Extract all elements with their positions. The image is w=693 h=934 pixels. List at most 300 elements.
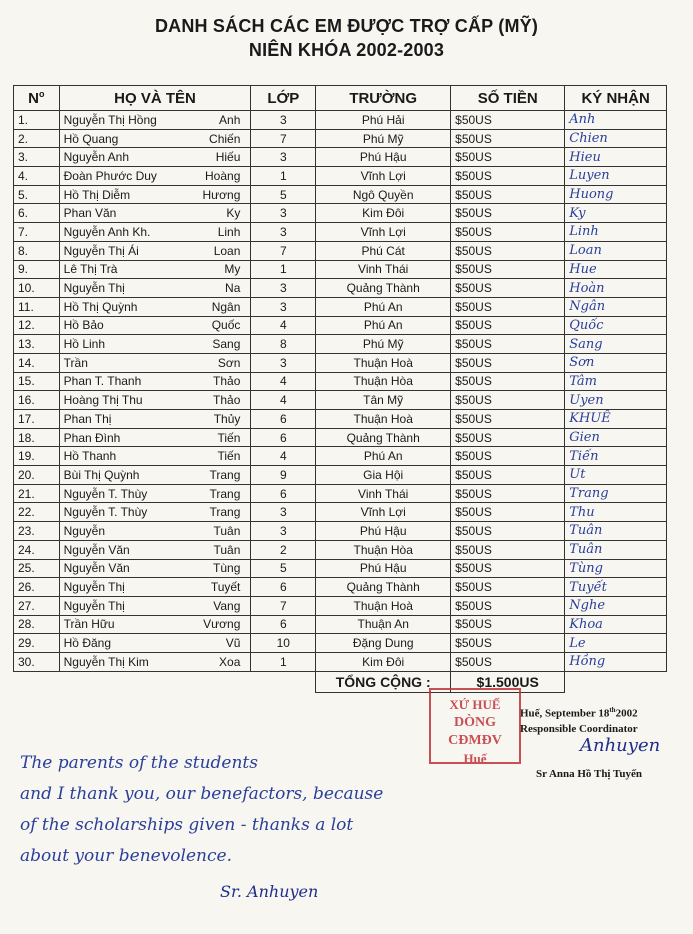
- table-row: [14, 596, 667, 615]
- family-name: Nguyễn Thị Kim: [63, 654, 149, 669]
- amount-cell: $50US: [451, 167, 565, 186]
- note-line-3: of the scholarships given - thanks a lot: [20, 815, 354, 835]
- row-number: 29.: [14, 634, 60, 653]
- signature-cell: [565, 615, 667, 634]
- row-number: 21.: [14, 484, 60, 503]
- school-cell: Kim Đôi: [316, 652, 451, 671]
- signature-cell: [565, 484, 667, 503]
- school-cell: Phú Cát: [316, 241, 451, 260]
- table-row: [14, 578, 667, 597]
- table-row: [14, 297, 667, 316]
- given-name: Hiếu: [215, 150, 241, 165]
- signature-mark: Tuân: [569, 523, 603, 539]
- table-row: [14, 522, 667, 541]
- coordinator-role: Responsible Coordinator: [520, 722, 638, 735]
- signature-mark: Hoàn: [569, 280, 605, 296]
- school-cell: Phú Hậu: [316, 559, 451, 578]
- table-row: [14, 148, 667, 167]
- signature-cell: [565, 148, 667, 167]
- family-name: Phan Thị: [63, 411, 112, 426]
- table-row: [14, 260, 667, 279]
- class-cell: 4: [251, 447, 316, 466]
- given-name: Ky: [226, 206, 241, 221]
- class-cell: 4: [251, 391, 316, 410]
- row-number: 2.: [14, 129, 60, 148]
- signature-mark: Linh: [569, 224, 599, 240]
- signature-cell: [565, 447, 667, 466]
- signature-mark: Tuyết: [569, 579, 607, 595]
- coordinator-name: Sr Anna Hồ Thị Tuyến: [536, 768, 642, 780]
- school-cell: Thuận Hòa: [316, 372, 451, 391]
- amount-cell: $50US: [451, 447, 565, 466]
- document-title: DANH SÁCH CÁC EM ĐƯỢC TRỢ CẤP (MỸ): [154, 16, 539, 36]
- signature-cell: [565, 559, 667, 578]
- signature-cell: [565, 279, 667, 298]
- class-cell: 1: [251, 167, 316, 186]
- given-name: Quốc: [211, 318, 241, 333]
- school-cell: Tân Mỹ: [316, 391, 451, 410]
- row-number: 14.: [14, 353, 60, 372]
- amount-cell: $50US: [451, 596, 565, 615]
- student-name: [59, 204, 251, 223]
- class-cell: 6: [251, 428, 316, 447]
- signature-cell: [565, 204, 667, 223]
- given-name: Tuân: [213, 542, 241, 557]
- family-name: Nguyễn Thị: [63, 281, 125, 296]
- row-number: 15.: [14, 372, 60, 391]
- row-number: 28.: [14, 615, 60, 634]
- signature-mark: Sơn: [569, 355, 595, 371]
- amount-cell: $50US: [451, 279, 565, 298]
- header-class: LỚP: [251, 86, 316, 111]
- amount-cell: $50US: [451, 241, 565, 260]
- student-name: [59, 634, 251, 653]
- coordinator-block: [520, 703, 638, 737]
- signature-cell: [565, 372, 667, 391]
- school-cell: Phú Mỹ: [316, 335, 451, 354]
- signature-mark: Trang: [569, 486, 609, 502]
- student-name: [59, 578, 251, 597]
- student-name: [59, 335, 251, 354]
- signature-mark: Loan: [569, 243, 602, 259]
- amount-cell: $50US: [451, 148, 565, 167]
- row-number: 3.: [14, 148, 60, 167]
- student-name: [59, 596, 251, 615]
- table-row: [14, 335, 667, 354]
- row-number: 23.: [14, 522, 60, 541]
- given-name: Linh: [217, 224, 241, 239]
- given-name: Tùng: [213, 561, 241, 576]
- school-cell: Gia Hội: [316, 466, 451, 485]
- amount-cell: $50US: [451, 484, 565, 503]
- family-name: Hoàng Thị Thu: [63, 393, 143, 408]
- signature-cell: [565, 185, 667, 204]
- family-name: Phan T. Thanh: [63, 374, 142, 389]
- stamp-line-1: XỨ HUẾ: [449, 697, 501, 712]
- given-name: Anh: [219, 112, 241, 127]
- student-name: [59, 615, 251, 634]
- family-name: Nguyễn Văn: [63, 542, 130, 557]
- note-signature: Sr. Anhuyen: [220, 882, 319, 901]
- school-cell: Vĩnh Lợi: [316, 167, 451, 186]
- given-name: Hương: [202, 187, 241, 202]
- family-name: Hồ Thanh: [63, 449, 117, 464]
- amount-cell: $50US: [451, 634, 565, 653]
- signature-cell: [565, 297, 667, 316]
- row-number: 20.: [14, 466, 60, 485]
- given-name: Na: [225, 281, 241, 296]
- family-name: Đoàn Phước Duy: [63, 168, 157, 183]
- amount-cell: $50US: [451, 111, 565, 130]
- family-name: Bùi Thị Quỳnh: [63, 467, 140, 482]
- school-cell: Thuận Hoà: [316, 353, 451, 372]
- header-school: TRƯỜNG: [316, 86, 451, 111]
- family-name: Hồ Thị Quỳnh: [63, 299, 138, 314]
- row-number: 13.: [14, 335, 60, 354]
- table-row: [14, 241, 667, 260]
- student-name: [59, 391, 251, 410]
- school-cell: Thuận Hoà: [316, 410, 451, 429]
- school-cell: Phú Hải: [316, 111, 451, 130]
- class-cell: 3: [251, 503, 316, 522]
- signature-cell: [565, 353, 667, 372]
- row-number: 5.: [14, 185, 60, 204]
- signature-mark: Nghe: [569, 598, 606, 614]
- student-name: [59, 167, 251, 186]
- amount-cell: $50US: [451, 335, 565, 354]
- amount-cell: $50US: [451, 522, 565, 541]
- student-name: [59, 372, 251, 391]
- given-name: Trang: [209, 486, 241, 501]
- signature-mark: Tùng: [569, 560, 603, 576]
- student-name: [59, 111, 251, 130]
- signature-mark: Ut: [569, 467, 586, 483]
- class-cell: 6: [251, 578, 316, 597]
- school-cell: Phú An: [316, 447, 451, 466]
- school-cell: Phú An: [316, 297, 451, 316]
- scholarship-table: [13, 85, 667, 693]
- row-number: 6.: [14, 204, 60, 223]
- signature-mark: Hue: [569, 261, 597, 277]
- amount-cell: $50US: [451, 185, 565, 204]
- given-name: Sơn: [217, 355, 241, 370]
- amount-cell: $50US: [451, 540, 565, 559]
- signature-mark: Gien: [569, 430, 600, 446]
- school-cell: Thuận Hoà: [316, 596, 451, 615]
- amount-cell: $50US: [451, 652, 565, 671]
- class-cell: 3: [251, 522, 316, 541]
- table-row: [14, 185, 667, 204]
- amount-cell: $50US: [451, 204, 565, 223]
- signature-cell: [565, 410, 667, 429]
- amount-cell: $50US: [451, 466, 565, 485]
- class-cell: 7: [251, 241, 316, 260]
- signature-cell: [565, 503, 667, 522]
- signature-cell: [565, 578, 667, 597]
- family-name: Lê Thị Trà: [63, 262, 118, 277]
- total-row: [14, 671, 667, 692]
- signature-mark: Tâm: [569, 373, 597, 389]
- school-cell: Phú Mỹ: [316, 129, 451, 148]
- signature-mark: KHUÊ: [569, 411, 611, 427]
- given-name: Tiến: [217, 449, 241, 464]
- class-cell: 10: [251, 634, 316, 653]
- row-number: 19.: [14, 447, 60, 466]
- signature-cell: [565, 335, 667, 354]
- given-name: Tuyết: [210, 580, 241, 595]
- signature-mark: Chien: [569, 131, 608, 147]
- family-name: Trần: [63, 355, 88, 370]
- student-name: [59, 447, 251, 466]
- student-name: [59, 559, 251, 578]
- student-name: [59, 223, 251, 242]
- student-name: [59, 466, 251, 485]
- school-cell: Thuận Hòa: [316, 540, 451, 559]
- school-cell: Vinh Thái: [316, 484, 451, 503]
- signature-mark: Huong: [569, 187, 614, 203]
- class-cell: 3: [251, 223, 316, 242]
- amount-cell: $50US: [451, 559, 565, 578]
- class-cell: 1: [251, 652, 316, 671]
- given-name: Vương: [203, 617, 241, 632]
- student-name: [59, 353, 251, 372]
- student-name: [59, 428, 251, 447]
- document-subtitle: NIÊN KHÓA 2002-2003: [248, 40, 445, 60]
- class-cell: 3: [251, 148, 316, 167]
- school-cell: Đặng Dung: [316, 634, 451, 653]
- class-cell: 7: [251, 129, 316, 148]
- amount-cell: $50US: [451, 297, 565, 316]
- coordinator-signature: Anhuyen: [580, 735, 661, 756]
- given-name: Hoàng: [205, 168, 241, 183]
- row-number: 30.: [14, 652, 60, 671]
- row-number: 11.: [14, 297, 60, 316]
- signature-cell: [565, 391, 667, 410]
- student-name: [59, 241, 251, 260]
- table-row: [14, 615, 667, 634]
- signature-mark: Hồng: [569, 654, 606, 670]
- family-name: Nguyễn T. Thùy: [63, 505, 148, 520]
- total-label: TỔNG CỘNG :: [316, 671, 451, 692]
- amount-cell: $50US: [451, 372, 565, 391]
- table-row: [14, 204, 667, 223]
- signature-cell: [565, 241, 667, 260]
- student-name: [59, 652, 251, 671]
- table-row: [14, 316, 667, 335]
- signature-mark: Luyen: [569, 168, 610, 184]
- row-number: 24.: [14, 540, 60, 559]
- class-cell: 7: [251, 596, 316, 615]
- family-name: Nguyễn Thị Hồng: [63, 112, 157, 127]
- amount-cell: $50US: [451, 223, 565, 242]
- student-name: [59, 260, 251, 279]
- amount-cell: $50US: [451, 503, 565, 522]
- family-name: Nguyễn Văn: [63, 561, 130, 576]
- row-number: 17.: [14, 410, 60, 429]
- class-cell: 6: [251, 615, 316, 634]
- signature-mark: Le: [569, 635, 586, 651]
- school-cell: Thuận An: [316, 615, 451, 634]
- signature-cell: [565, 466, 667, 485]
- family-name: Hồ Bảo: [63, 318, 104, 333]
- class-cell: 1: [251, 260, 316, 279]
- class-cell: 3: [251, 297, 316, 316]
- class-cell: 5: [251, 185, 316, 204]
- signature-mark: Ngân: [569, 299, 606, 315]
- table-row: [14, 167, 667, 186]
- school-cell: Vĩnh Lợi: [316, 223, 451, 242]
- note-line-1: The parents of the students: [20, 753, 258, 773]
- student-name: [59, 279, 251, 298]
- table-row: [14, 466, 667, 485]
- table-row: [14, 540, 667, 559]
- family-name: Nguyễn Thị: [63, 580, 125, 595]
- row-number: 12.: [14, 316, 60, 335]
- family-name: Nguyễn Thị Ái: [63, 243, 139, 258]
- school-cell: Phú An: [316, 316, 451, 335]
- signature-cell: [565, 129, 667, 148]
- class-cell: 2: [251, 540, 316, 559]
- signature-mark: Thu: [569, 504, 595, 520]
- student-name: [59, 185, 251, 204]
- family-name: Trần Hữu: [63, 617, 115, 632]
- class-cell: 3: [251, 353, 316, 372]
- table-row: [14, 391, 667, 410]
- given-name: Chiến: [209, 131, 241, 146]
- signature-cell: [565, 596, 667, 615]
- given-name: Vang: [213, 598, 241, 613]
- row-number: 8.: [14, 241, 60, 260]
- header-no: $N^o$: [14, 86, 60, 111]
- school-cell: Quảng Thành: [316, 428, 451, 447]
- class-cell: 5: [251, 559, 316, 578]
- school-cell: Quảng Thành: [316, 578, 451, 597]
- class-cell: 4: [251, 316, 316, 335]
- family-name: Nguyễn T. Thùy: [63, 486, 148, 501]
- row-number: 9.: [14, 260, 60, 279]
- amount-cell: $50US: [451, 428, 565, 447]
- row-number: 1.: [14, 111, 60, 130]
- signature-cell: [565, 316, 667, 335]
- signature-cell: [565, 540, 667, 559]
- header-amount: SỐ TIỀN: [451, 86, 565, 111]
- signature-mark: Hieu: [569, 149, 601, 165]
- given-name: Ngân: [211, 299, 241, 314]
- row-number: 26.: [14, 578, 60, 597]
- table-row: [14, 559, 667, 578]
- student-name: [59, 410, 251, 429]
- family-name: Nguyễn: [63, 523, 106, 538]
- class-cell: 3: [251, 111, 316, 130]
- signature-cell: [565, 634, 667, 653]
- row-number: 7.: [14, 223, 60, 242]
- given-name: Tiến: [217, 430, 241, 445]
- class-cell: 3: [251, 204, 316, 223]
- given-name: My: [224, 262, 241, 277]
- school-cell: Vĩnh Lợi: [316, 503, 451, 522]
- signature-mark: Khoa: [569, 616, 603, 632]
- signing-date: Huế, September 18th2002: [520, 706, 638, 720]
- given-name: Trang: [209, 505, 241, 520]
- amount-cell: $50US: [451, 316, 565, 335]
- signature-mark: Uyen: [569, 392, 604, 408]
- stamp-line-3: Huế: [463, 751, 487, 766]
- student-name: [59, 522, 251, 541]
- signature-cell: [565, 522, 667, 541]
- given-name: Tuân: [213, 523, 241, 538]
- amount-cell: $50US: [451, 410, 565, 429]
- signature-cell: [565, 223, 667, 242]
- school-cell: Kim Đôi: [316, 204, 451, 223]
- table-header-row: [14, 86, 667, 111]
- class-cell: 4: [251, 372, 316, 391]
- signature-mark: Tuân: [569, 542, 603, 558]
- given-name: Thảo: [213, 374, 241, 389]
- student-name: [59, 148, 251, 167]
- class-cell: 3: [251, 279, 316, 298]
- row-number: 10.: [14, 279, 60, 298]
- table-row: [14, 428, 667, 447]
- table-row: [14, 503, 667, 522]
- student-name: [59, 129, 251, 148]
- family-name: Nguyễn Anh Kh.: [63, 224, 151, 239]
- class-cell: 8: [251, 335, 316, 354]
- row-number: 16.: [14, 391, 60, 410]
- family-name: Hồ Quang: [63, 131, 119, 146]
- row-number: 25.: [14, 559, 60, 578]
- signature-mark: Sang: [569, 336, 603, 352]
- amount-cell: $50US: [451, 578, 565, 597]
- row-number: 22.: [14, 503, 60, 522]
- school-cell: Phú Hậu: [316, 148, 451, 167]
- given-name: Sang: [212, 337, 241, 352]
- total-value: $1.500US: [451, 671, 565, 692]
- class-cell: 9: [251, 466, 316, 485]
- amount-cell: $50US: [451, 353, 565, 372]
- given-name: Thảo: [213, 393, 241, 408]
- family-name: Phan Đình: [63, 430, 121, 445]
- school-cell: Vinh Thái: [316, 260, 451, 279]
- family-name: Nguyễn Thị: [63, 598, 125, 613]
- amount-cell: $50US: [451, 260, 565, 279]
- signature-mark: Ky: [569, 205, 586, 221]
- family-name: Hồ Thị Diễm: [63, 187, 131, 202]
- table-row: [14, 447, 667, 466]
- table-row: [14, 223, 667, 242]
- note-line-4: about your benevolence.: [20, 846, 232, 866]
- family-name: Phan Văn: [63, 206, 117, 221]
- signature-cell: [565, 111, 667, 130]
- class-cell: 6: [251, 484, 316, 503]
- signature-cell: [565, 428, 667, 447]
- row-number: 27.: [14, 596, 60, 615]
- family-name: Nguyễn Anh: [63, 150, 130, 165]
- school-cell: Phú Hậu: [316, 522, 451, 541]
- signature-cell: [565, 260, 667, 279]
- signature-cell: [565, 167, 667, 186]
- table-row: [14, 279, 667, 298]
- note-line-2: and I thank you, our benefactors, because: [20, 784, 384, 804]
- table-row: [14, 372, 667, 391]
- given-name: Thủy: [213, 411, 241, 426]
- row-number: 4.: [14, 167, 60, 186]
- stamp-line-2: DÒNG CĐMĐV: [448, 715, 502, 748]
- signature-mark: Tiến: [569, 448, 599, 464]
- table-row: [14, 353, 667, 372]
- table-row: [14, 129, 667, 148]
- student-name: [59, 484, 251, 503]
- amount-cell: $50US: [451, 615, 565, 634]
